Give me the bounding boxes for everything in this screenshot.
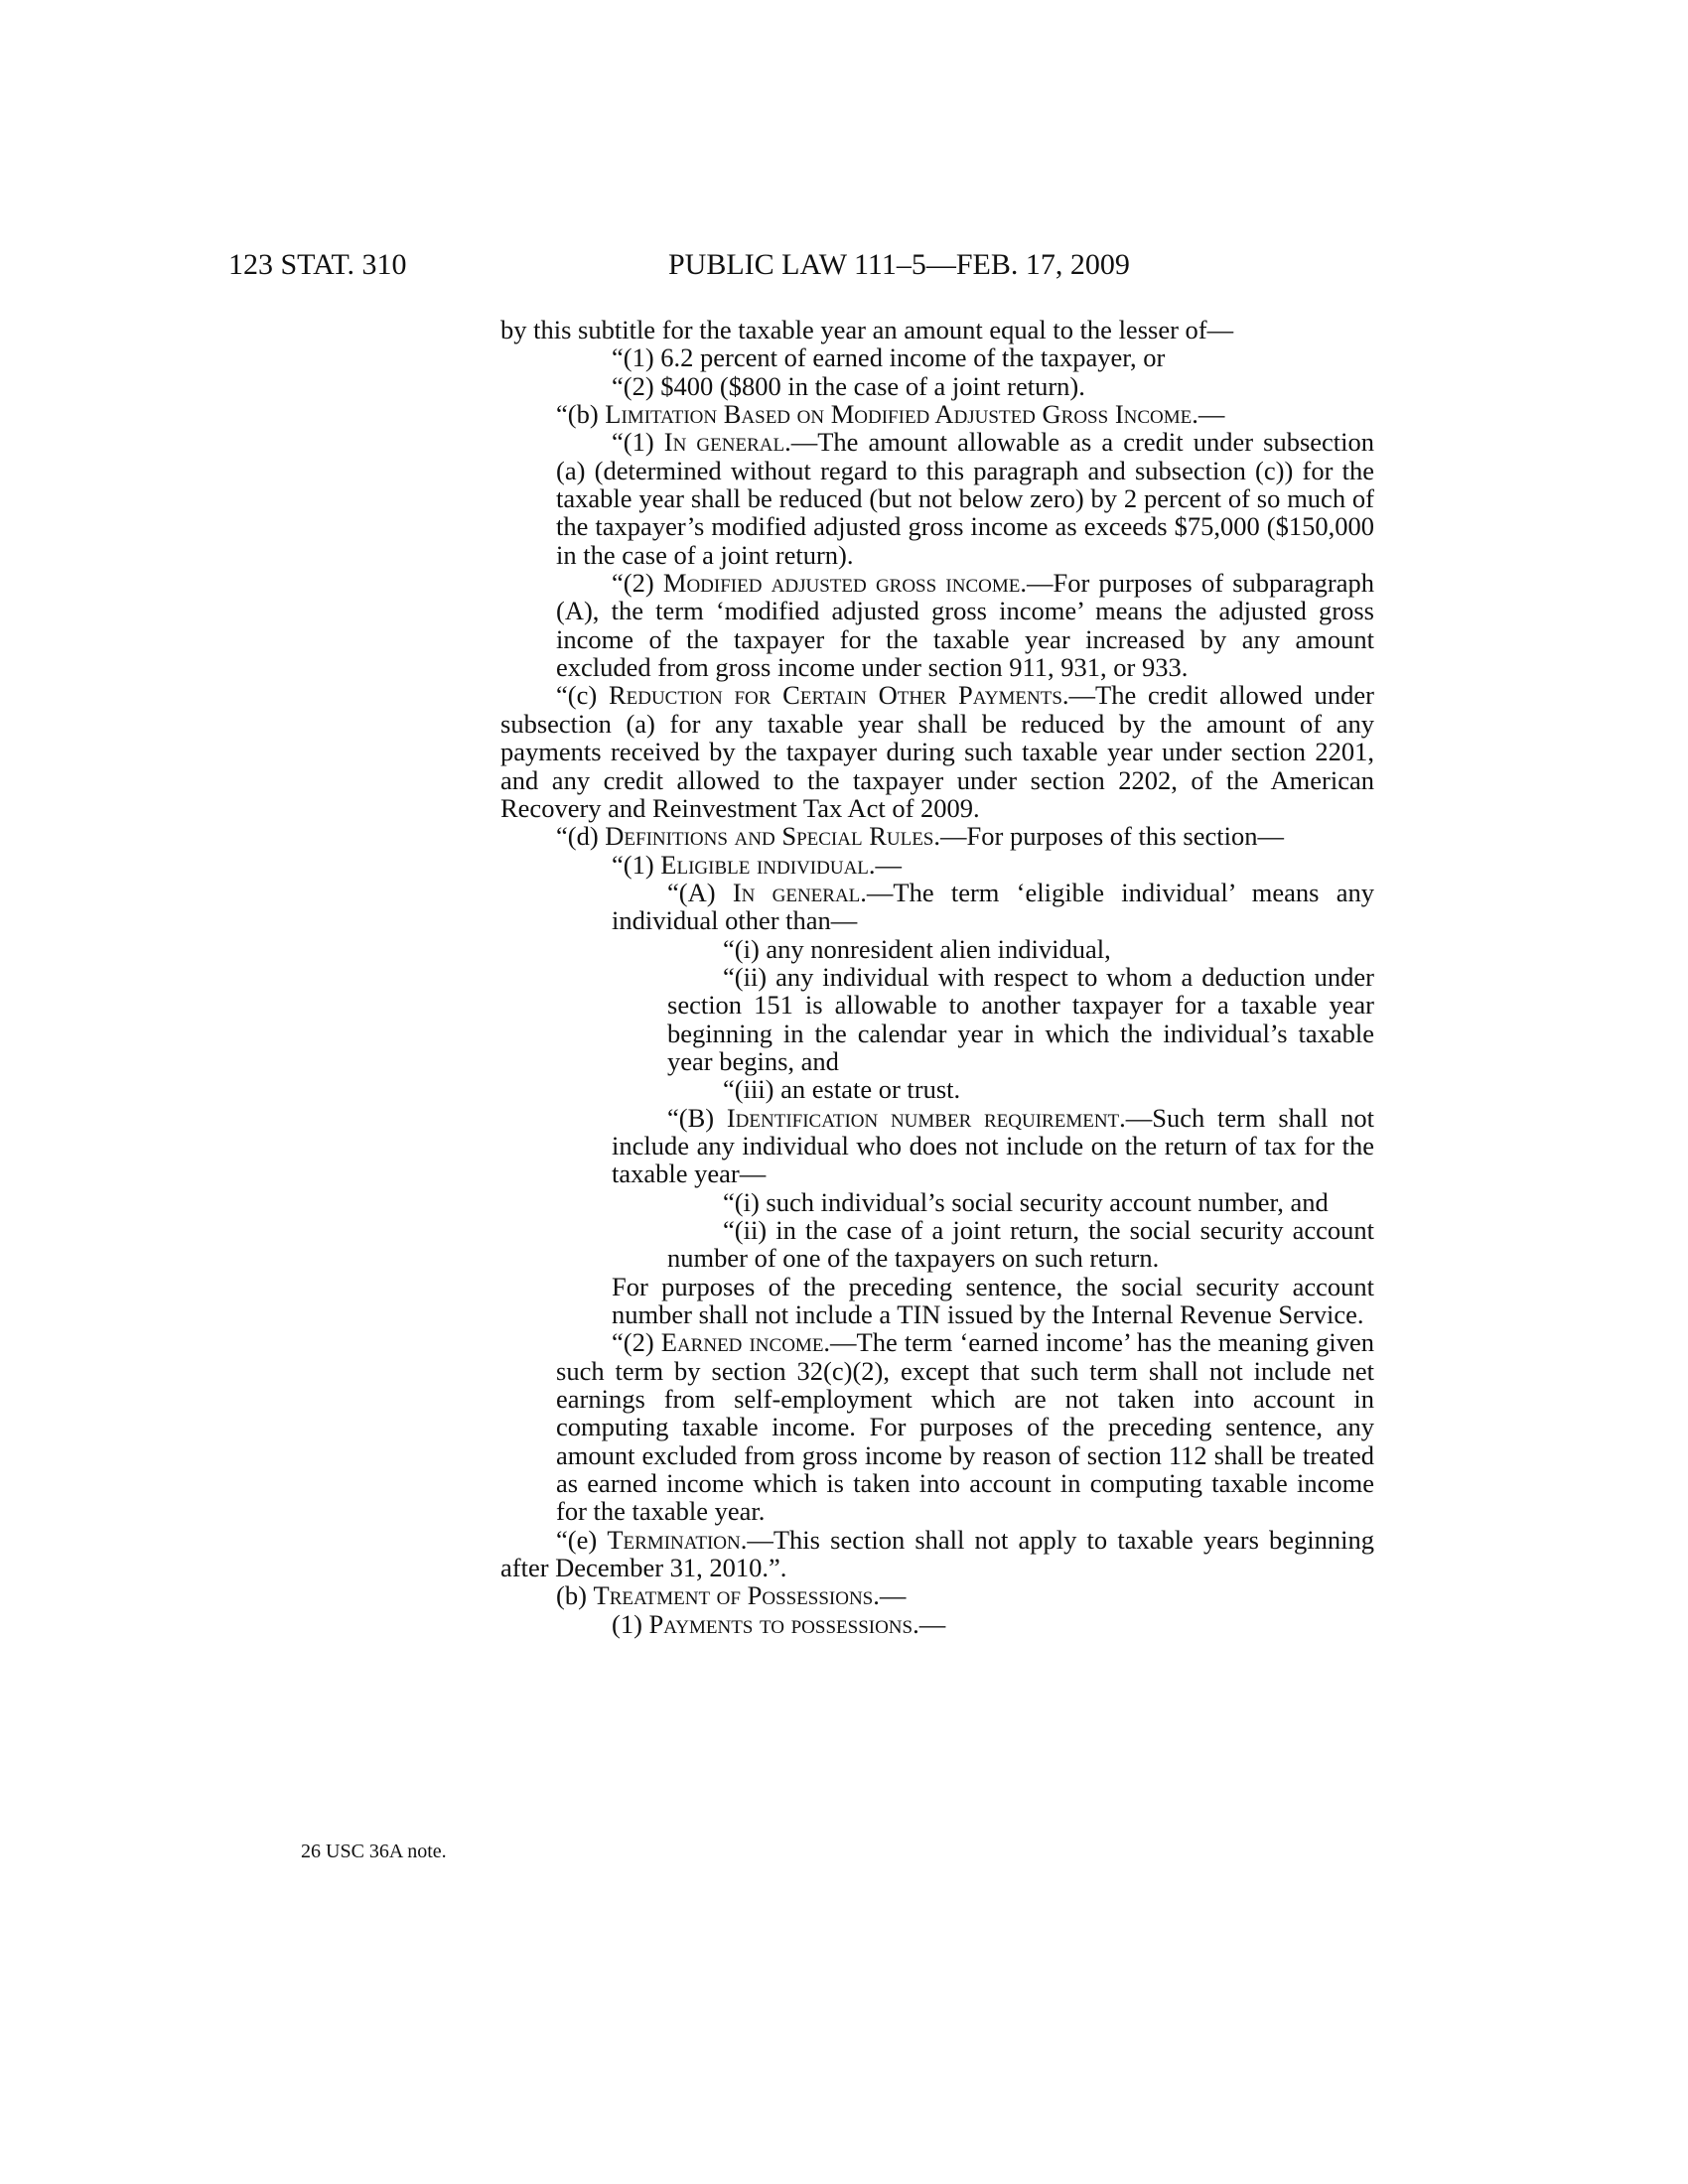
section-b-number: (b) — [556, 1580, 587, 1611]
paragraph-d1-number: “(1) — [612, 849, 654, 880]
subparagraph-d1b-text: —Such term shall not include any individual who does not include on the return of tax for the taxable year— — [612, 1102, 1374, 1189]
section-b-paragraph-1-number: (1) — [612, 1608, 642, 1639]
subparagraph-d1a — [500, 879, 1374, 935]
clause-d1a-ii: “(ii) any individual with respect to whom a deduction under section 151 is allowable to another taxpayer for a taxable year beginning in the calendar year in which the individual’s taxable year begins, and — [667, 961, 1374, 1076]
clause-d1b-i: “(i) such individual’s social security account number, and — [723, 1186, 1329, 1217]
paragraph-d1-heading: Eligible individual.— — [660, 849, 903, 880]
paragraph-b2-number: “(2) — [612, 568, 654, 599]
subsection-c — [500, 681, 1374, 822]
section-b-heading: Treatment of Possessions.— — [593, 1580, 907, 1611]
subparagraph-d1a-number: “(A) — [667, 877, 716, 907]
paragraph-d2-heading: Earned income. — [660, 1327, 831, 1358]
paragraph-b1-number: “(1) — [612, 427, 654, 458]
paragraph-b1 — [500, 428, 1374, 569]
clause-d1a-iii: “(iii) an estate or trust. — [723, 1074, 961, 1105]
subparagraph-d1b-heading: Identification number requirement. — [726, 1102, 1126, 1133]
paragraph-b1-text: —The amount allowable as a credit under subsection (a) (determined without regard to this paragraph and subsection (c)) for the taxable year shall be reduced (but not below zero) by 2 percent of so much of the taxpayer’s modified adjusted gross income as exceeds $75,000 ($150,000 in the case of a joint return). — [556, 427, 1375, 570]
paragraph-b2-text: —For purposes of subparagraph (A), the term ‘modified adjusted gross income’ means the adjusted gross income of the taxpayer for the taxable year increased by any amount excluded from gross income under section 911, 931, or 933. — [556, 568, 1374, 683]
paragraph-a2: “(2) $400 ($800 in the case of a joint return). — [612, 370, 1085, 401]
subsection-d-heading: Definitions and Special Rules. — [605, 821, 941, 852]
subsection-e — [500, 1526, 1374, 1582]
page-stat-citation: 123 STAT. 310 — [228, 248, 407, 281]
statute-body — [500, 316, 1374, 1638]
paragraph-d1 — [500, 851, 1374, 879]
clause-d1a-i: “(i) any nonresident alien individual, — [723, 933, 1111, 964]
subsection-d-text: —For purposes of this section— — [940, 821, 1284, 852]
margin-note: 26 USC 36A note. — [301, 1841, 447, 1862]
text-continuation: by this subtitle for the taxable year an amount equal to the lesser of— — [500, 315, 1234, 344]
subparagraph-d1a-heading: In general. — [732, 877, 867, 907]
paragraph-d2-number: “(2) — [612, 1327, 654, 1358]
subparagraph-d1b-number: “(B) — [667, 1102, 715, 1133]
paragraph-b2 — [500, 569, 1374, 681]
subsection-c-number: “(c) — [556, 680, 598, 711]
clause-d1b-ii: “(ii) in the case of a joint return, the social security account number of one of the taxpayers on such return. — [667, 1215, 1374, 1274]
flush-text: For purposes of the preceding sentence, the social security account number shall not include a TIN issued by the Internal Revenue Service. — [612, 1271, 1374, 1330]
page-running-head: PUBLIC LAW 111–5—FEB. 17, 2009 — [668, 248, 1130, 281]
subsection-c-heading: Reduction for Certain Other Payments. — [608, 680, 1069, 711]
section-b-paragraph-1-heading: Payments to possessions.— — [648, 1608, 946, 1639]
paragraph-b2-heading: Modified adjusted gross income. — [662, 568, 1027, 599]
subsection-c-text: —The credit allowed under subsection (a) for any taxable year shall be reduced by the amount of any payments received by the taxpayer during such taxable year under section 2201, and any credit allowed to the taxpayer under section 2202, of the American Recovery and Reinvestment Tax Act of 2009. — [500, 680, 1374, 823]
paragraph-d2 — [500, 1328, 1374, 1525]
subparagraph-d1a-text: —The term ‘eligible individual’ means any individual other than— — [612, 877, 1375, 936]
subsection-b — [500, 400, 1374, 428]
subsection-e-number: “(e) — [556, 1524, 598, 1555]
paragraph-a1: “(1) 6.2 percent of earned income of the taxpayer, or — [612, 342, 1166, 373]
section-b — [500, 1581, 1374, 1609]
paragraph-d2-text: —The term ‘earned income’ has the meaning given such term by section 32(c)(2), except that such term shall not include net earnings from self-employment which are not taken into account in computing taxable income. For purposes of the preceding sentence, any amount excluded from gross income by reason of section 112 shall be treated as earned income which is taken into account in computing taxable income for the taxable year. — [556, 1327, 1374, 1527]
subsection-e-text: —This section shall not apply to taxable years beginning after December 31, 2010.”. — [500, 1524, 1375, 1583]
subsection-b-number: “(b) — [556, 399, 599, 430]
subsection-d — [500, 822, 1374, 850]
subsection-b-heading: Limitation Based on Modified Adjusted Gross Income.— — [605, 399, 1225, 430]
subsection-d-number: “(d) — [556, 821, 599, 852]
section-b-paragraph-1 — [500, 1610, 1374, 1638]
subparagraph-d1b — [500, 1104, 1374, 1188]
paragraph-b1-heading: In general. — [663, 427, 791, 458]
subsection-e-heading: Termination. — [607, 1524, 748, 1555]
